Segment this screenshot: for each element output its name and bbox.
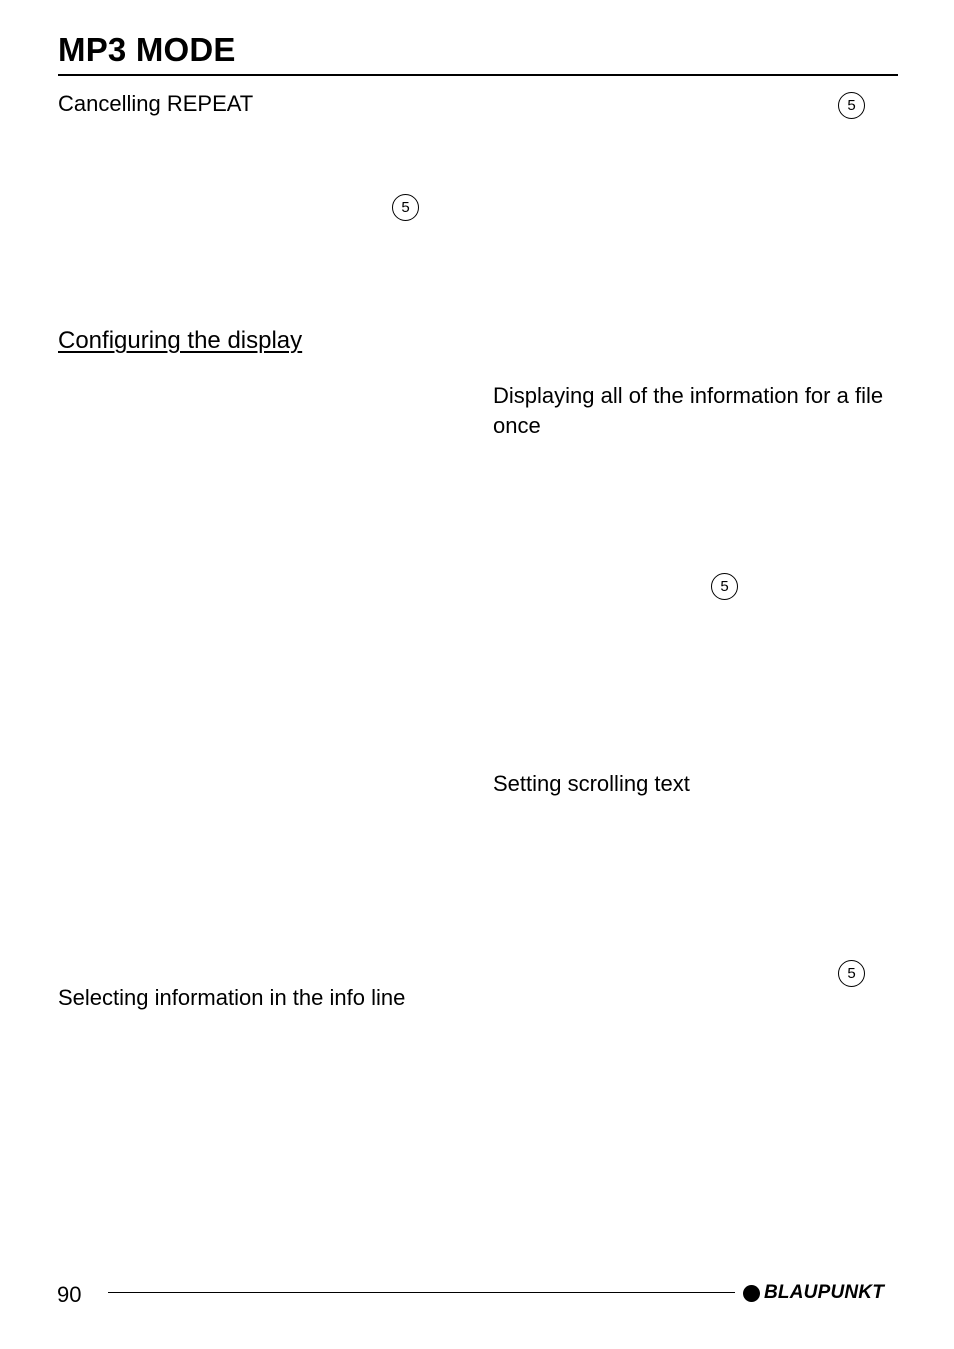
- heading-selecting-info-line: Selecting information in the info line: [58, 985, 406, 1010]
- heading-configuring-display: Configuring the display: [58, 327, 303, 354]
- heading-setting-scrolling-text: Setting scrolling text: [493, 771, 690, 796]
- brand-name: BLAUPUNKT: [764, 1282, 885, 1303]
- key-5-circle-icon: 5: [838, 960, 865, 987]
- page-title: MP3 MODE: [58, 31, 236, 68]
- key-5-circle-icon: 5: [392, 194, 419, 221]
- footer-divider: [108, 1292, 735, 1293]
- title-divider: [58, 74, 898, 76]
- key-5-circle-icon: 5: [711, 573, 738, 600]
- page-number: 90: [57, 1282, 82, 1307]
- heading-cancelling-repeat: Cancelling REPEAT: [58, 91, 254, 116]
- heading-displaying-all-info: Displaying all of the information for a file once: [493, 383, 884, 438]
- blaupunkt-dot-icon: [743, 1285, 760, 1302]
- key-5-circle-icon: 5: [838, 92, 865, 119]
- brand-logo: [743, 1281, 884, 1305]
